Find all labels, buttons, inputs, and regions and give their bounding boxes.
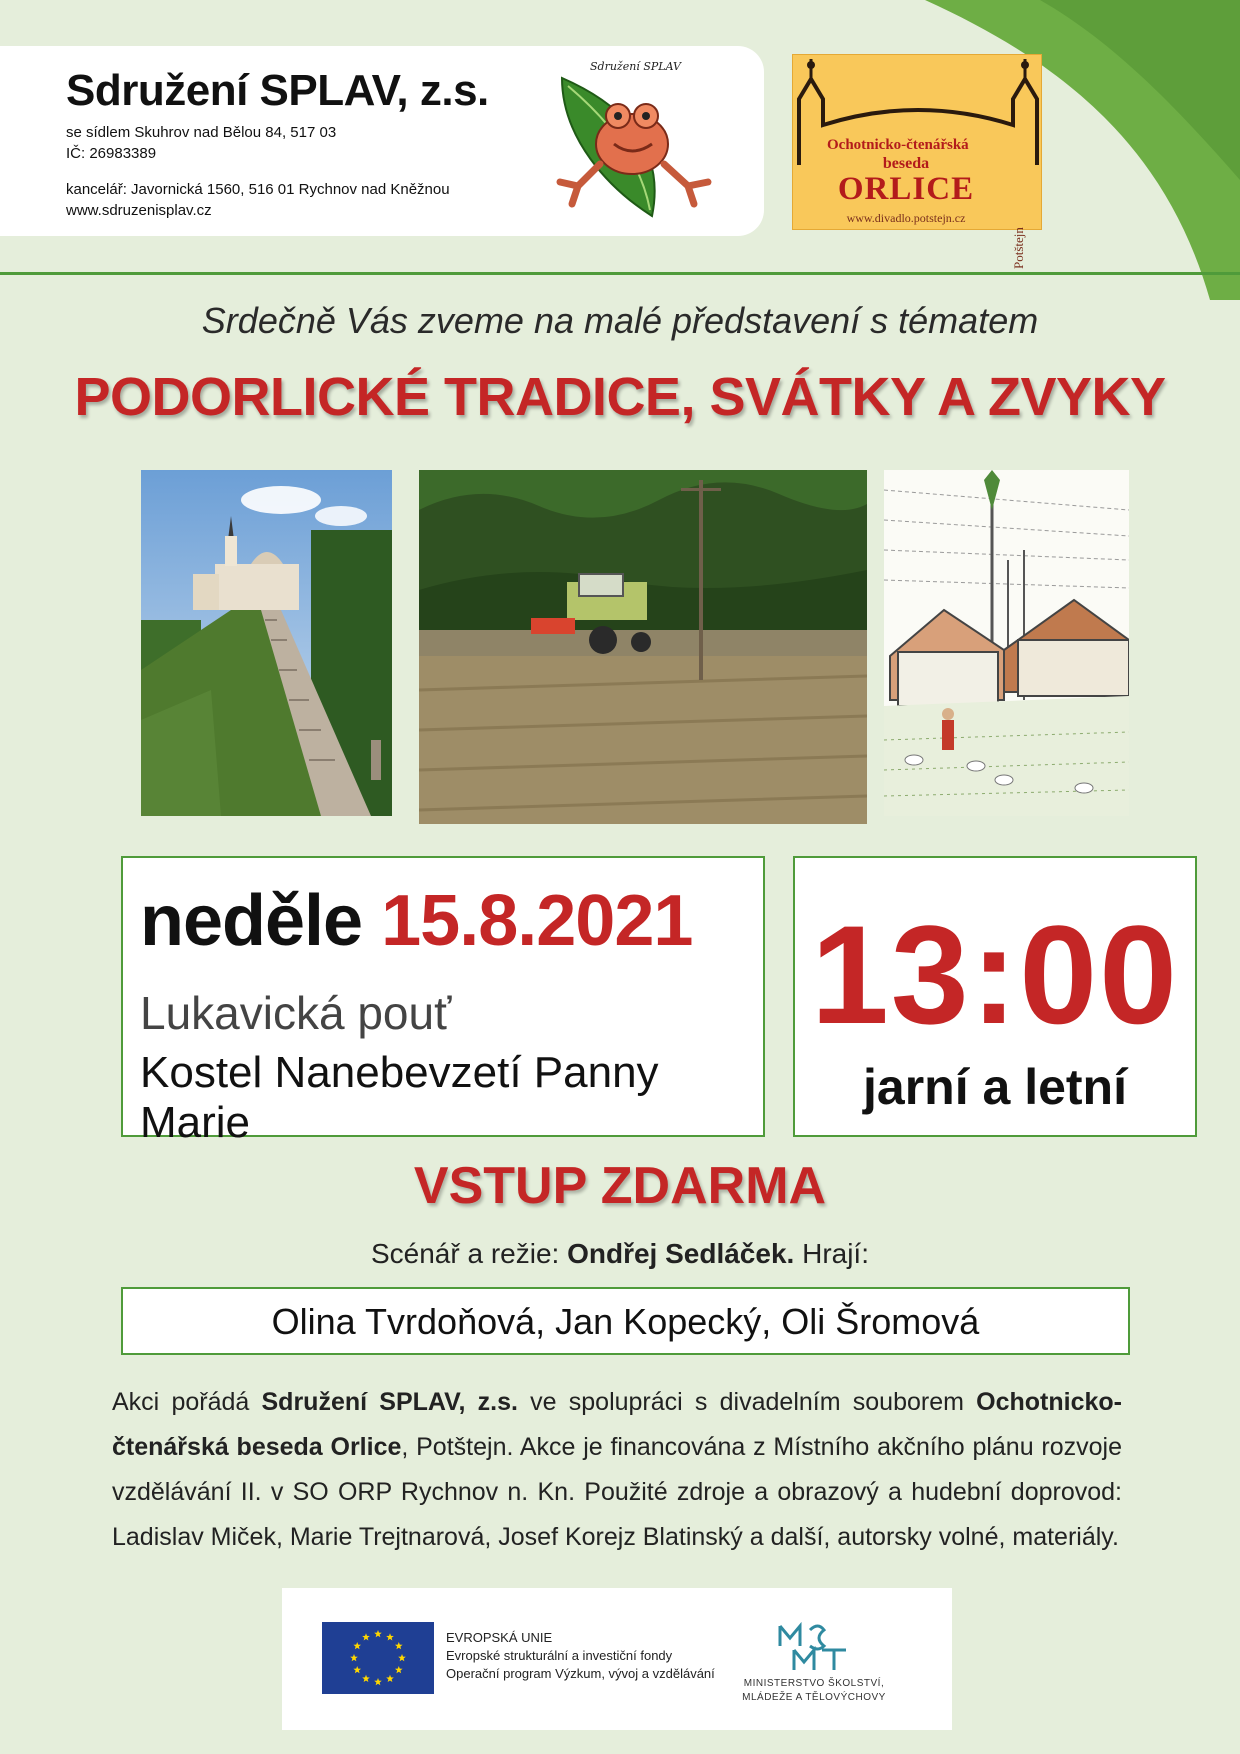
eu-funds-label: Evropské strukturální a investiční fondy	[446, 1648, 673, 1663]
organization-website: www.sdruzenisplav.cz	[66, 202, 212, 219]
orlice-logo-side-text: Potštejn	[1011, 227, 1026, 269]
combine-harvester-field-photo	[419, 470, 867, 824]
event-date: 15.8.2021	[381, 881, 693, 961]
info-text-2: ve spolupráci s divadelním souborem	[517, 1388, 977, 1416]
msmt-logo-icon	[774, 1620, 850, 1674]
info-text-3: , Potštejn. Akce je financována z Místního akčního plánu rozvoje vzdělávání II. v SO ORP Rychnov n. Kn. Použité zdroje a obrazový a hudební doprovod: Ladislav Miček, Marie Trejtnarová, Josef Korejz Blatinský a další, autorsky volné, materiály.	[112, 1433, 1123, 1551]
invitation-text: Srdečně Vás zveme na malé představení s tématem	[201, 300, 1039, 341]
organization-name: Sdružení SPLAV, z.s.	[66, 66, 489, 115]
orlice-logo-name: ORLICE	[837, 171, 975, 207]
organization-id: IČ: 26983389	[66, 145, 157, 162]
date-venue-box	[121, 856, 765, 1147]
cast-list: Olina Tvrdoňová, Jan Kopecký, Oli Šromová	[271, 1301, 980, 1342]
credits-line	[0, 1238, 1240, 1270]
event-venue-location: Kostel Nanebevzetí Panny Marie	[140, 1048, 659, 1147]
orlice-logo-line1: Ochotnicko-čtenářská	[827, 137, 969, 153]
eu-program-label: Operační program Výzkum, vývoj a vzdělávání	[446, 1666, 715, 1681]
cast-box	[121, 1287, 1130, 1355]
organization-address: se sídlem Skuhrov nad Bělou 84, 517 03	[66, 124, 337, 141]
info-partner: Ochotnicko-čtenářská beseda Orlice	[112, 1388, 1122, 1461]
splav-logo-lettering: Sdružení SPLAV	[590, 60, 681, 73]
info-text-1: Akci pořádá	[112, 1388, 262, 1416]
funding-logos-card	[282, 1588, 952, 1730]
village-maypole-drawing	[884, 470, 1129, 816]
header-divider	[0, 272, 1240, 275]
msmt-label-line1: MINISTERSTVO ŠKOLSTVÍ,	[743, 1678, 885, 1689]
time-box	[793, 856, 1197, 1137]
orlice-theatre-logo	[792, 54, 1042, 269]
church-on-hill-photo	[141, 470, 392, 816]
info-organizer: Sdružení SPLAV, z.s.	[261, 1388, 518, 1416]
event-venue-name: Lukavická pouť	[140, 987, 452, 1039]
eu-flag-icon	[322, 1622, 434, 1694]
credits-prefix: Scénář a režie:	[370, 1238, 568, 1269]
orlice-logo-line2: beseda	[882, 155, 930, 172]
organization-office: kancelář: Javornická 1560, 516 01 Rychnov nad Kněžnou	[66, 181, 450, 198]
orlice-logo-website: www.divadlo.potstejn.cz	[846, 211, 966, 225]
orlice-logo-side-wrap	[1011, 209, 1031, 269]
organizer-info-paragraph	[112, 1380, 1122, 1560]
credits-suffix: Hrají:	[794, 1238, 869, 1269]
msmt-label-line2: MLÁDEŽE A TĚLOVÝCHOVY	[742, 1692, 886, 1703]
event-season: jarní a letní	[863, 1059, 1127, 1115]
event-time: 13:00	[810, 896, 1180, 1053]
eu-label: EVROPSKÁ UNIE	[446, 1630, 553, 1645]
event-date-line	[140, 880, 692, 962]
event-day: neděle	[140, 881, 363, 961]
event-title: PODORLICKÉ TRADICE, SVÁTKY A ZVYKY	[74, 367, 1166, 427]
credits-director: Ondřej Sedláček.	[567, 1238, 795, 1269]
splav-frog-logo	[548, 58, 718, 222]
free-entry-banner: VSTUP ZDARMA	[413, 1157, 827, 1215]
